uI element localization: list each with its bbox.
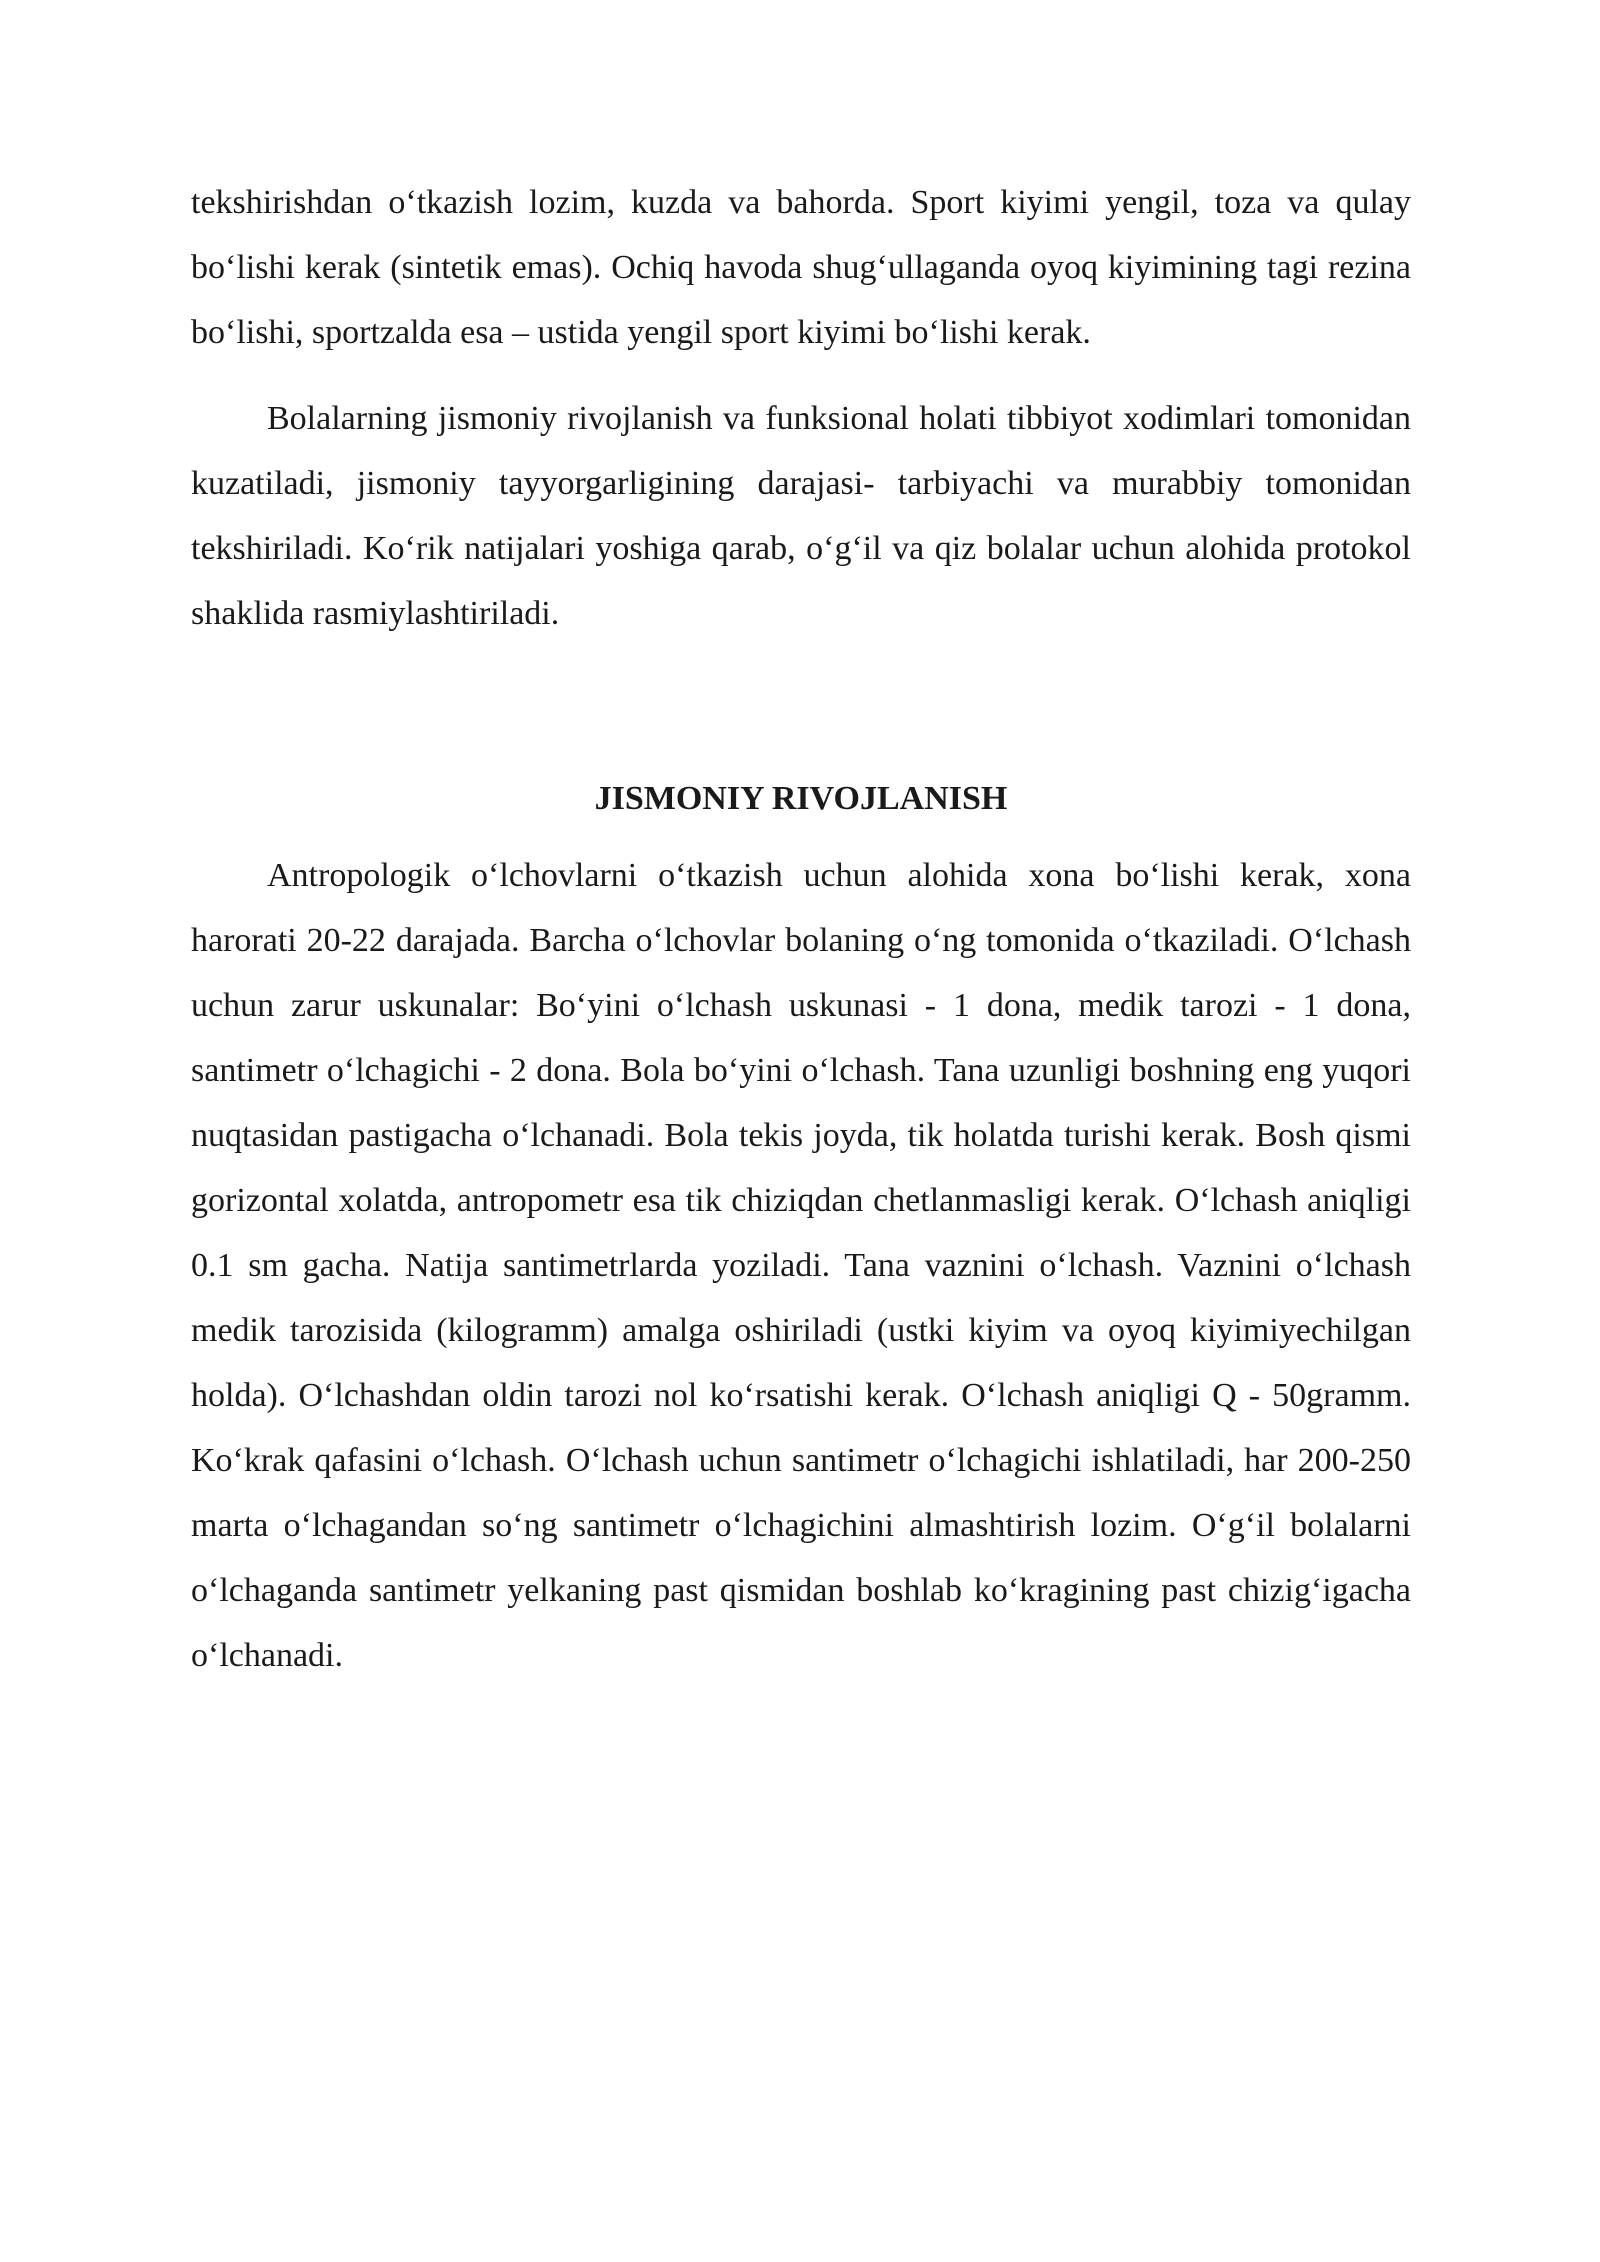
section-heading: JISMONIY RIVOJLANISH — [594, 780, 1008, 817]
paragraph-continuation: tekshirishdan o‘tkazish lozim, kuzda va bahorda. Sport kiyimi yengil, toza va qulay bo‘lishi kerak (sintetik emas). Ochiq havoda shug‘ullaganda oyoq kiyimining tagi rezina bo‘lishi, sportzalda esa – ustida yengil sport kiyimi bo‘lishi kerak. — [191, 184, 1411, 351]
paragraph-development-monitoring: Bolalarning jismoniy rivojlanish va funksional holati tibbiyot xodimlari tomonidan kuzatiladi, jismoniy tayyorgarligining darajasi- tarbiyachi va murabbiy tomonidan tekshiriladi. Ko‘rik natijalari yoshiga qarab, o‘g‘il va qiz bolalar uchun alohida protokol shaklida rasmiylashtiriladi. — [191, 400, 1411, 632]
document-body — [191, 170, 1411, 1688]
paragraph-anthropometric-measurements: Antropologik o‘lchovlarni o‘tkazish uchun alohida xona bo‘lishi kerak, xona harorati 20-22 darajada. Barcha o‘lchovlar bolaning o‘ng tomonida o‘tkaziladi. O‘lchash uchun zarur uskunalar: Bo‘yini o‘lchash uskunasi - 1 dona, medik tarozi - 1 dona, santimetr o‘lchagichi - 2 dona. Bola bo‘yini o‘lchash. Tana uzunligi boshning eng yuqori nuqtasidan pastigacha o‘lchanadi. Bola tekis joyda, tik holatda turishi kerak. Bosh qismi gorizontal xolatda, antropometr esa tik chiziqdan chetlanmasligi kerak. O‘lchash aniqligi 0.1 sm gacha. Natija santimetrlarda yoziladi. Tana vaznini o‘lchash. Vaznini o‘lchash medik tarozisida (kilogramm) amalga oshiriladi (ustki kiyim va oyoq kiyimiyechilgan holda). O‘lchashdan oldin tarozi nol ko‘rsatishi kerak. O‘lchash aniqligi Q - 50gramm. Ko‘krak qafasini o‘lchash. O‘lchash uchun santimetr o‘lchagichi ishlatiladi, har 200-250 marta o‘lchagandan so‘ng santimetr o‘lchagichini almashtirish lozim. O‘g‘il bolalarni o‘lchaganda santimetr yelkaning past qismidan boshlab ko‘kragining past chizig‘igacha o‘lchanadi. — [191, 857, 1411, 1674]
